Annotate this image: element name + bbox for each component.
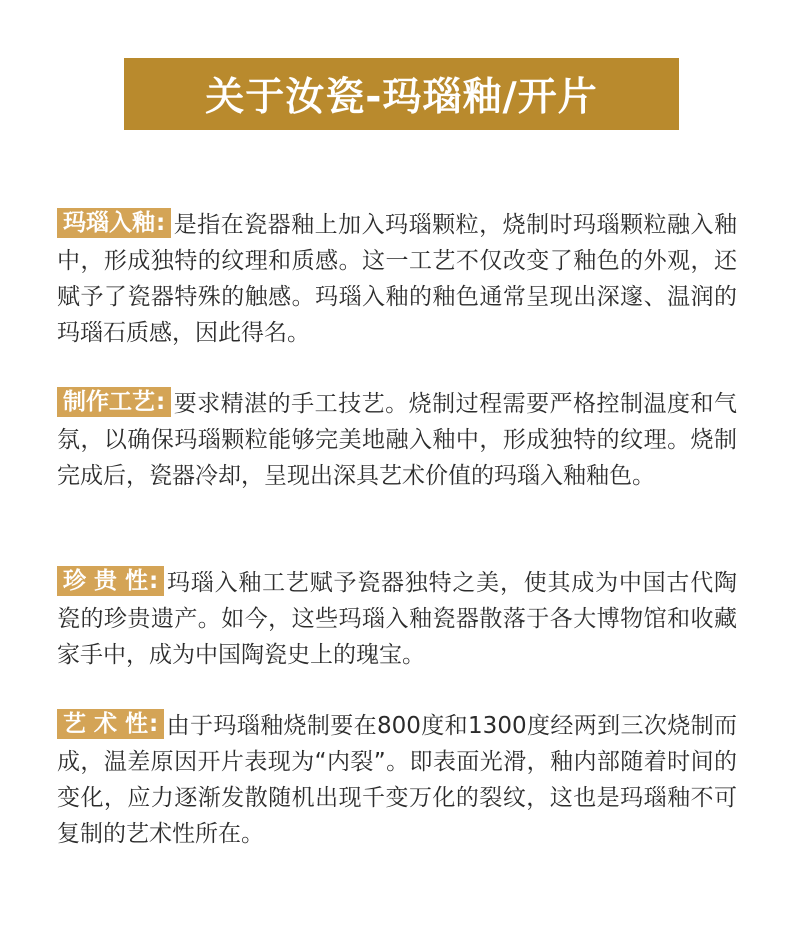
section-label <box>57 208 171 238</box>
section-body: 要求精湛的手工技艺。烧制过程需要严格控制温度和气氛，以确保玛瑙颗粒能够完美地融入釉中，形成独特的纹理。烧制完成后，瓷器冷却，呈现出深具艺术价值的玛瑙入釉釉色。 <box>57 391 737 489</box>
section-body: 是指在瓷器釉上加入玛瑙颗粒，烧制时玛瑙颗粒融入釉中，形成独特的纹理和质感。这一工艺不仅改变了釉色的外观，还赋予了瓷器特殊的触感。玛瑙入釉的釉色通常呈现出深邃、温润的玛瑙石质感，因此得名。 <box>57 212 737 346</box>
label-separator: : <box>156 389 166 415</box>
label-separator: : <box>156 210 166 236</box>
section-artistry <box>57 708 737 852</box>
section-preciousness <box>57 565 737 673</box>
page-title: 关于汝瓷-玛瑙釉/开片 <box>205 75 598 120</box>
label-separator: : <box>149 568 159 594</box>
label-separator: : <box>149 711 159 737</box>
section-body: 玛瑙入釉工艺赋予瓷器独特之美，使其成为中国古代陶瓷的珍贵遗产。如今，这些玛瑙入釉瓷器散落于各大博物馆和收藏家手中，成为中国陶瓷史上的瑰宝。 <box>57 570 737 668</box>
section-label <box>57 387 171 417</box>
section-craftsmanship <box>57 386 737 494</box>
section-label <box>57 566 164 596</box>
section-label-text: 珍 贵 性 <box>63 568 149 594</box>
section-label-text: 制作工艺 <box>63 389 155 415</box>
section-agate-glaze <box>57 207 737 351</box>
section-label-text: 玛瑙入釉 <box>63 210 155 236</box>
section-label <box>57 709 164 739</box>
section-label-text: 艺 术 性 <box>63 711 149 737</box>
title-banner <box>124 58 679 130</box>
section-body: 由于玛瑙釉烧制要在800度和1300度经两到三次烧制而成，温差原因开片表现为“内裂”。即表面光滑，釉内部随着时间的变化，应力逐渐发散随机出现千变万化的裂纹，这也是玛瑙釉不可复制的艺术性所在。 <box>57 713 737 847</box>
